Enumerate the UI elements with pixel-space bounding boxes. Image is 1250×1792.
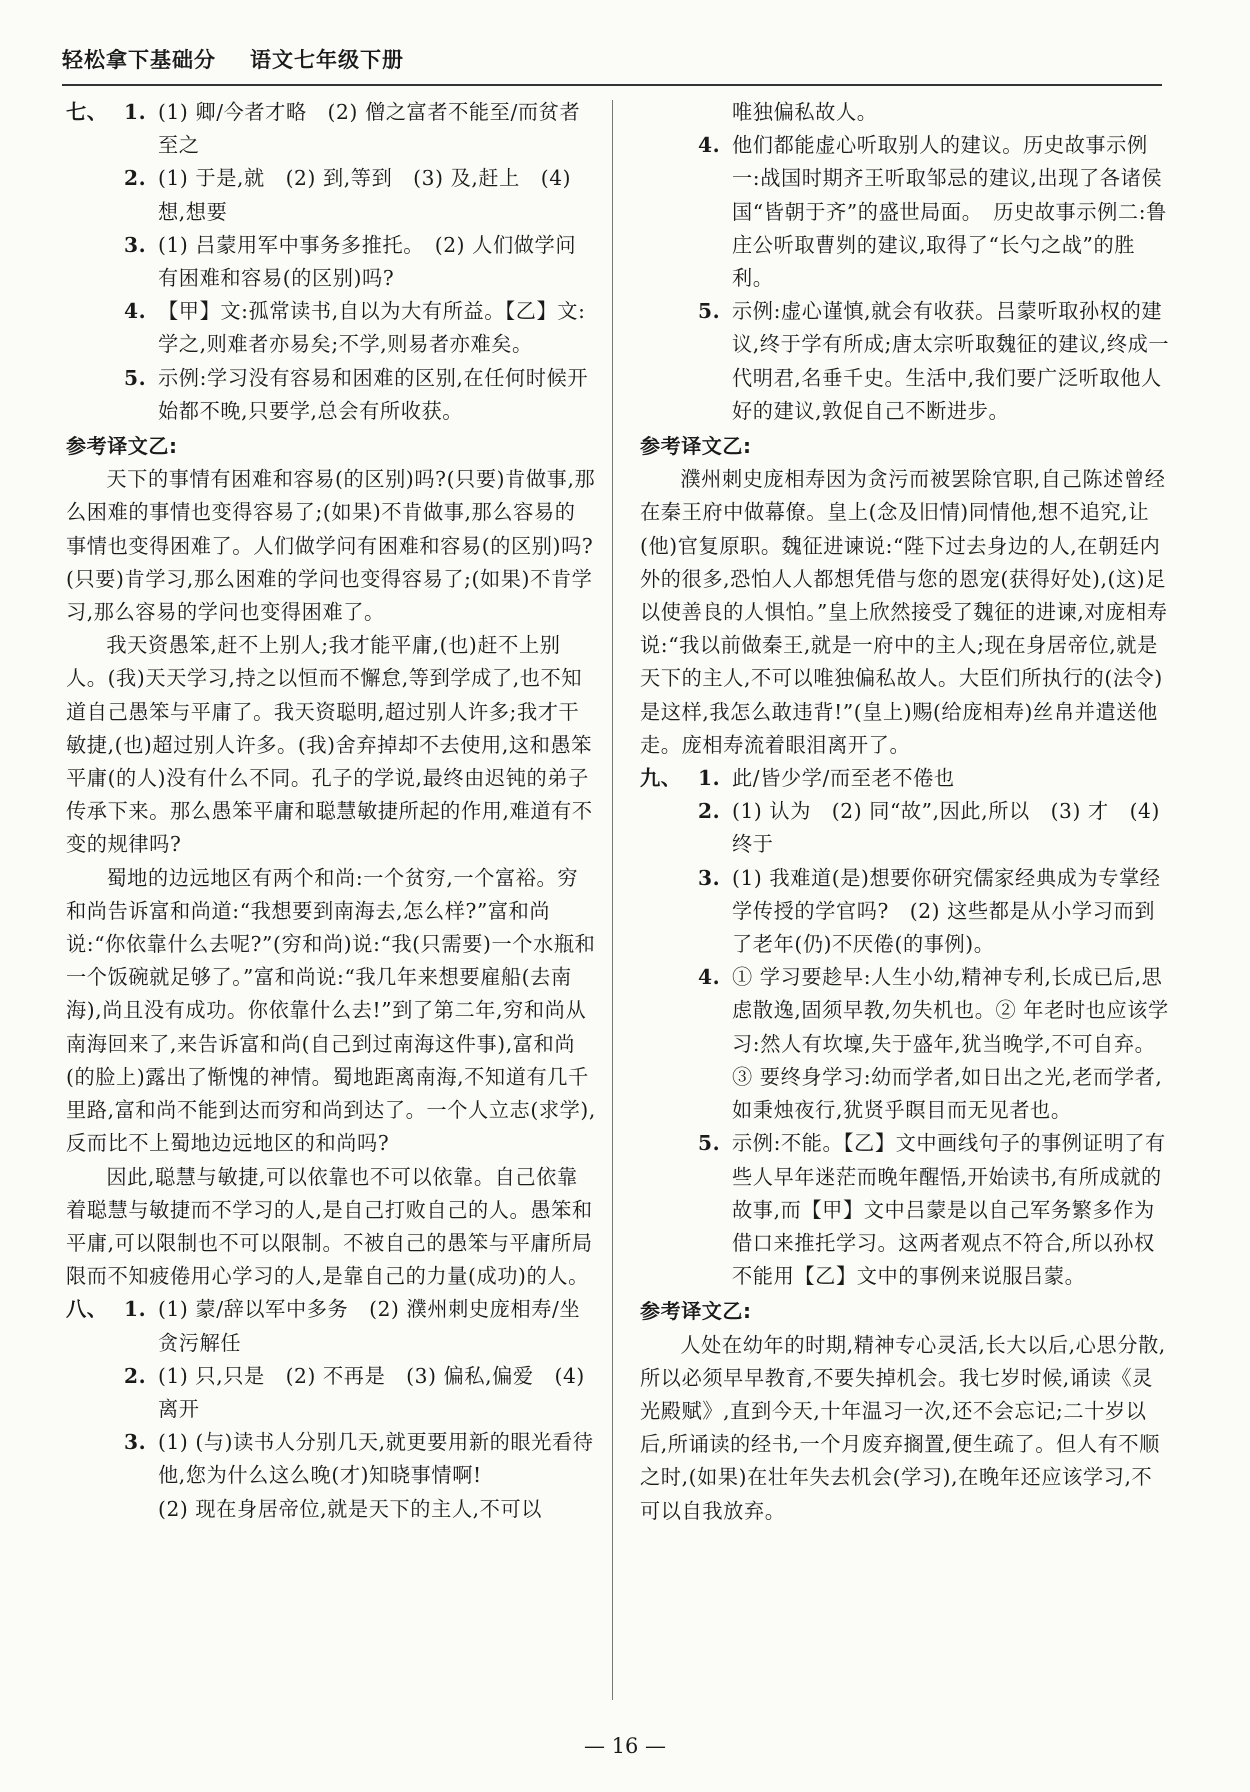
answer-8-4 [640, 129, 1170, 295]
answer-text: (1) 我难道(是)想要你研究儒家经典成为专掌经学传授的学官吗? (2) 这些都是从小学习而到了老年(仍)不厌倦(的事例)。 [732, 865, 1161, 957]
section-8-label: 八、 [66, 1297, 108, 1322]
column-divider [612, 100, 613, 1700]
question-number: 4. [698, 133, 721, 158]
question-number: 5. [698, 1131, 721, 1156]
answer-9-5 [640, 1127, 1170, 1293]
answer-7-2 [66, 162, 596, 228]
answer-text: (1) (与)读书人分别几天,就更要用新的眼光看待他,您为什么这么晚(才)知晓事情啊! [158, 1430, 594, 1488]
answer-8-2 [66, 1360, 596, 1426]
question-number: 3. [698, 865, 721, 890]
page-header [62, 44, 1162, 86]
answer-8-3-continued: 唯独偏私故人。 [732, 100, 878, 124]
question-number: 3. [124, 1430, 147, 1455]
answer-7-3 [66, 229, 596, 295]
answer-text: (1) 蒙/辞以军中多务 (2) 濮州刺史庞相寿/坐贪污解任 [158, 1297, 581, 1355]
answer-text: (1) 认为 (2) 同“故”,因此,所以 (3) 才 (4) 终于 [732, 799, 1160, 857]
answer-text: 示例:虚心谨慎,就会有收获。吕蒙听取孙权的建议,终于学有所成;唐太宗听取魏征的建议,终成一代明君,名垂千史。生活中,我们要广泛听取他人好的建议,敦促自己不断进步。 [732, 299, 1170, 423]
answer-8-1 [66, 1293, 596, 1359]
question-number: 4. [124, 299, 147, 324]
question-number: 1. [124, 100, 147, 124]
answer-7-1 [66, 96, 596, 162]
translation-paragraph: 濮州刺史庞相寿因为贪污而被罢除官职,自己陈述曾经在秦王府中做幕僚。皇上(念及旧情)同情他,想不追究,让(他)官复原职。魏征进谏说:“陛下过去身边的人,在朝廷内外的很多,恐怕人人都想凭借与您的恩宠(获得好处),(这)足以使善良的人惧怕。”皇上欣然接受了魏征的进谏,对庞相寿说:“我以前做秦王,就是一府中的主人;现在身居帝位,就是天下的主人,不可以唯独偏私故人。大臣们所执行的(法令)是这样,我怎么敢违背!”(皇上)赐(给庞相寿)丝帛并遣送他走。庞相寿流着眼泪离开了。 [640, 467, 1168, 757]
translation-heading: 参考译文乙: [640, 434, 752, 459]
question-number: 5. [698, 299, 721, 324]
question-number: 4. [698, 965, 721, 990]
answer-9-2 [640, 795, 1170, 861]
answer-text: 此/皆少学/而至老不倦也 [732, 766, 955, 791]
translation-paragraph: 人处在幼年的时期,精神专心灵活,长大以后,心思分散,所以必须早早教育,不要失掉机会。我七岁时候,诵读《灵光殿赋》,直到今天,十年温习一次,还不会忘记;二十岁以后,所诵读的经书,一个月废弃搁置,便生疏了。但人有不顺之时,(如果)在壮年失去机会(学习),在晚年还应该学习,不可以自我放弃。 [640, 1332, 1166, 1523]
answer-8-3 [66, 1426, 596, 1492]
answer-9-3 [640, 862, 1170, 962]
question-number: 2. [124, 166, 147, 191]
answer-7-5 [66, 362, 596, 428]
section-7-label: 七、 [66, 100, 108, 124]
answer-text: 示例:不能。【乙】文中画线句子的事例证明了有些人早年迷茫而晚年醒悟,开始读书,有所成就的故事,而【甲】文中吕蒙是以自己军务繁多作为借口来推托学习。这两者观点不符合,所以孙权不能用【乙】文中的事例来说服吕蒙。 [732, 1131, 1166, 1289]
right-column [640, 96, 1170, 1528]
translation-paragraph: 蜀地的边远地区有两个和尚:一个贫穷,一个富裕。穷和尚告诉富和尚道:“我想要到南海去,怎么样?”富和尚说:“你依靠什么去呢?”(穷和尚)说:“我(只需要)一个水瓶和一个饭碗就足够了。”富和尚说:“我几年来想要雇船(去南海),尚且没有成功。你依靠什么去!”到了第二年,穷和尚从南海回来了,来告诉富和尚(自己到过南海这件事),富和尚(的脸上)露出了惭愧的神情。蜀地距离南海,不知道有几千里路,富和尚不能到达而穷和尚到达了。一个人立志(求学),反而比不上蜀地边远地区的和尚吗? [66, 865, 596, 1156]
translation-paragraph: 天下的事情有困难和容易(的区别)吗?(只要)肯做事,那么困难的事情也变得容易了;(如果)不肯做事,那么容易的事情也变得困难了。人们做学问有困难和容易(的区别)吗?(只要)肯学习,那么困难的学问也变得容易了;(如果)不肯学习,那么容易的学问也变得困难了。 [66, 467, 596, 625]
answer-text: (1) 于是,就 (2) 到,等到 (3) 及,赶上 (4) 想,想要 [158, 166, 572, 224]
question-number: 3. [124, 232, 147, 257]
question-number: 1. [124, 1297, 147, 1322]
answer-text: (1) 卿/今者才略 (2) 僧之富者不能至/而贫者至之 [158, 100, 581, 158]
answer-text: ① 学习要趁早:人生小幼,精神专利,长成已后,思虑散逸,固须早教,勿失机也。② 年老时也应该学习:然人有坎壈,失于盛年,犹当晚学,不可自弃。③ 要终身学习:幼而学者,如日出之光,老而学者,如秉烛夜行,犹贤乎瞑目而无见者也。 [732, 965, 1169, 1123]
translation-heading: 参考译文乙: [640, 1299, 752, 1324]
question-number: 2. [124, 1363, 147, 1388]
book-title: 语文七年级下册 [250, 48, 404, 72]
question-number: 2. [698, 799, 721, 824]
answer-7-4 [66, 295, 596, 361]
section-9-label: 九、 [640, 766, 682, 791]
translation-paragraph: 我天资愚笨,赶不上别人;我才能平庸,(也)赶不上别人。(我)天天学习,持之以恒而不懈怠,等到学成了,也不知道自己愚笨与平庸了。我天资聪明,超过别人许多;我才干敏捷,(也)超过别人许多。(我)舍弃掉却不去使用,这和愚笨平庸(的人)没有什么不同。孔子的学说,最终由迟钝的弟子传承下来。那么愚笨平庸和聪慧敏捷所起的作用,难道有不变的规律吗? [66, 633, 593, 857]
question-number: 5. [124, 365, 147, 390]
answer-text: 示例:学习没有容易和困难的区别,在任何时候开始都不晚,只要学,总会有所收获。 [158, 365, 589, 423]
answer-text: 他们都能虚心听取别人的建议。历史故事示例一:战国时期齐王听取邹忌的建议,出现了各诸侯国“皆朝于齐”的盛世局面。 历史故事示例二:鲁庄公听取曹刿的建议,取得了“长勺之战”的胜利。 [732, 133, 1167, 291]
question-number: 1. [698, 766, 721, 791]
answer-text: (1) 只,只是 (2) 不再是 (3) 偏私,偏爱 (4) 离开 [158, 1363, 585, 1421]
translation-paragraph: 因此,聪慧与敏捷,可以依靠也不可以依靠。自己依靠着聪慧与敏捷而不学习的人,是自己打败自己的人。愚笨和平庸,可以限制也不可以限制。不被自己的愚笨与平庸所局限而不知疲倦用心学习的人,是靠自己的力量(成功)的人。 [66, 1164, 593, 1289]
left-column [66, 96, 596, 1526]
answer-8-3-part2: (2) 现在身居帝位,就是天下的主人,不可以 [158, 1496, 543, 1521]
answer-text: 【甲】文:孤常读书,自以为大有所益。【乙】文:学之,则难者亦易矣;不学,则易者亦难矣。 [158, 299, 586, 357]
series-title: 轻松拿下基础分 [62, 48, 216, 72]
answer-text: (1) 吕蒙用军中事务多推托。 (2) 人们做学问有困难和容易(的区别)吗? [158, 232, 577, 291]
answer-9-4 [640, 961, 1170, 1127]
translation-heading: 参考译文乙: [66, 434, 178, 459]
answer-9-1 [640, 762, 1170, 795]
answer-8-5 [640, 295, 1170, 428]
page-number: — 16 — [583, 1734, 667, 1758]
